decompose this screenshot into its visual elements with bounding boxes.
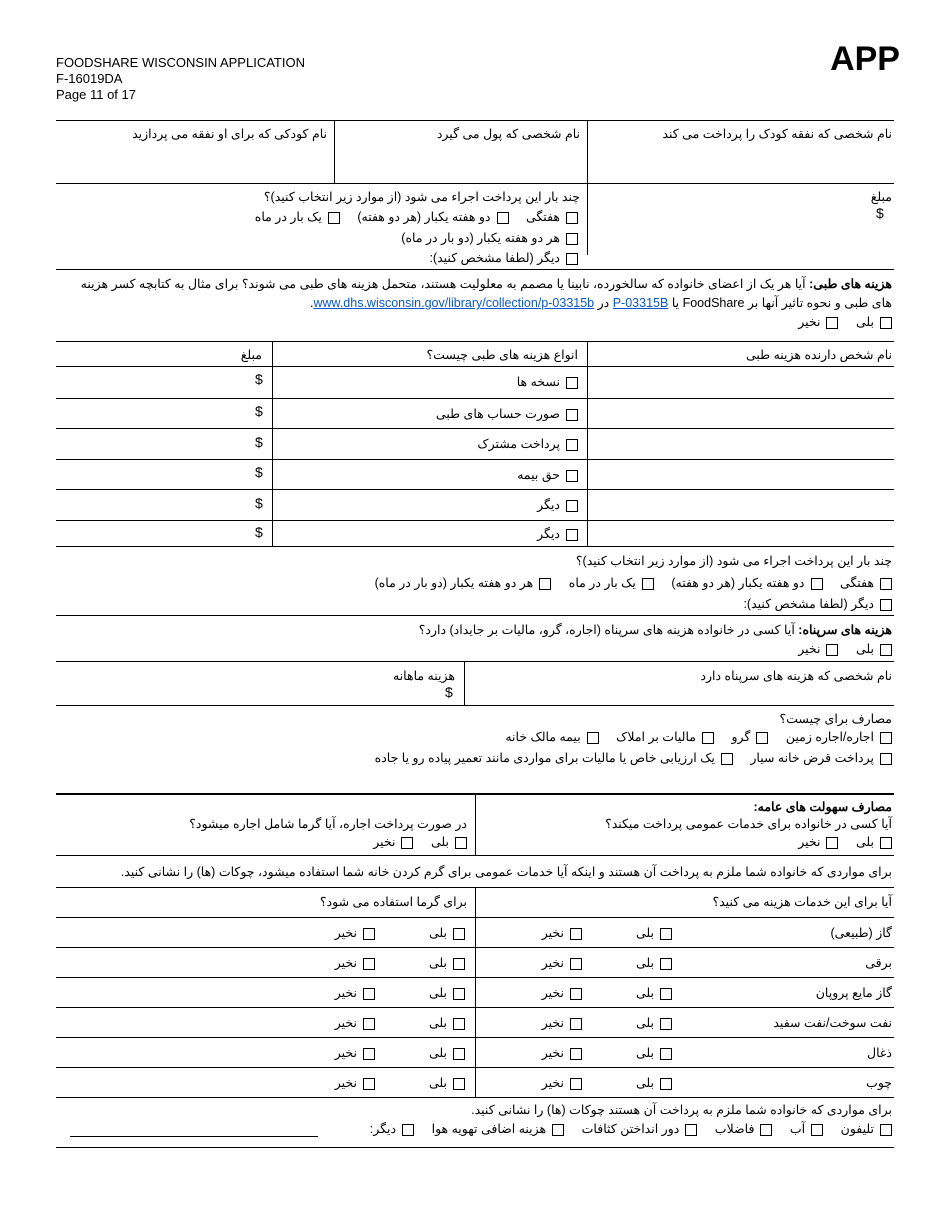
child-name-field[interactable] bbox=[56, 140, 333, 182]
medical-types-header: انواع هزینه های طبی چیست؟ bbox=[426, 348, 578, 362]
medical-type-row[interactable]: صورت حساب های طبی bbox=[436, 406, 578, 421]
pay-yes[interactable]: بلی bbox=[636, 955, 672, 970]
checkbox[interactable] bbox=[566, 439, 578, 451]
checkbox[interactable] bbox=[660, 1048, 672, 1060]
divider bbox=[56, 615, 894, 616]
checkbox[interactable] bbox=[363, 1018, 375, 1030]
divider bbox=[56, 459, 894, 460]
heat-no[interactable]: نخیر bbox=[335, 1015, 375, 1030]
pay-yes[interactable]: بلی bbox=[636, 1015, 672, 1030]
checkbox[interactable] bbox=[453, 1078, 465, 1090]
checkbox[interactable] bbox=[401, 837, 413, 849]
checkbox[interactable] bbox=[566, 253, 578, 265]
app-badge: APP bbox=[830, 40, 900, 78]
checkbox[interactable] bbox=[702, 732, 714, 744]
dollar-sign: $ bbox=[255, 403, 263, 419]
utility-name: نفت سوخت/نفت سفید bbox=[773, 1016, 892, 1030]
medical-type-row[interactable]: دیگر bbox=[537, 526, 578, 541]
shelter-question: هزینه های سرپناه: آیا کسی در خانواده هزینه های سرپناه (اجاره، گرو، مالیات بر جایداد) دارد؟ bbox=[418, 623, 892, 637]
utility-pay-options bbox=[542, 955, 672, 970]
checkbox[interactable] bbox=[455, 837, 467, 849]
checkbox[interactable] bbox=[685, 1124, 697, 1136]
divider bbox=[56, 977, 894, 978]
shelter-yes[interactable]: بلی bbox=[856, 641, 892, 656]
rent-heat-question: در صورت پرداخت اجاره، آیا گرما شامل اجاره میشود؟ bbox=[189, 817, 467, 831]
dollar-sign: $ bbox=[876, 205, 884, 221]
utility-pay-options bbox=[542, 1045, 672, 1060]
pay-no[interactable]: نخیر bbox=[542, 1075, 582, 1090]
utility-pay-options bbox=[542, 1015, 672, 1030]
checkbox[interactable] bbox=[566, 470, 578, 482]
checkbox[interactable] bbox=[660, 958, 672, 970]
option-other[interactable]: دیگر: bbox=[370, 1121, 414, 1136]
dollar-sign: $ bbox=[255, 371, 263, 387]
checkbox[interactable] bbox=[811, 578, 823, 590]
utilities-title: مصارف سهولت های عامه: bbox=[753, 800, 892, 814]
heat-yes[interactable]: بلی bbox=[429, 1075, 465, 1090]
option-phone[interactable]: تلیفون bbox=[841, 1121, 892, 1136]
checkbox[interactable] bbox=[826, 644, 838, 656]
checkbox[interactable] bbox=[570, 958, 582, 970]
checkbox[interactable] bbox=[880, 837, 892, 849]
monthly-cost-label: هزینه ماهانه bbox=[393, 669, 455, 683]
dollar-sign: $ bbox=[255, 524, 263, 540]
utility-pay-options bbox=[542, 1075, 672, 1090]
child-name-label: نام کودکی که برای او نفقه می پردازید bbox=[132, 127, 327, 141]
checkbox[interactable] bbox=[566, 377, 578, 389]
divider bbox=[56, 661, 894, 662]
divider bbox=[56, 1097, 894, 1098]
checkbox[interactable] bbox=[642, 578, 654, 590]
checkbox[interactable] bbox=[660, 1078, 672, 1090]
divider bbox=[56, 269, 894, 270]
checkbox[interactable] bbox=[566, 529, 578, 541]
medical-title: هزینه های طبی: bbox=[809, 277, 892, 291]
dhs-url-link[interactable]: www.dhs.wisconsin.gov/library/collection/p-03315b bbox=[313, 296, 595, 310]
heat-no[interactable]: نخیر bbox=[335, 955, 375, 970]
divider bbox=[56, 546, 894, 547]
checkbox[interactable] bbox=[453, 958, 465, 970]
shelter-no[interactable]: نخیر bbox=[798, 641, 838, 656]
pay-no[interactable]: نخیر bbox=[542, 985, 582, 1000]
pay-yes[interactable]: بلی bbox=[636, 1075, 672, 1090]
checkbox[interactable] bbox=[363, 988, 375, 1000]
option-mortgage[interactable]: گرو bbox=[731, 729, 768, 744]
checkbox[interactable] bbox=[552, 1124, 564, 1136]
checkbox[interactable] bbox=[721, 753, 733, 765]
utility-pay-options bbox=[542, 925, 672, 940]
checkbox[interactable] bbox=[660, 1018, 672, 1030]
checkbox[interactable] bbox=[570, 1018, 582, 1030]
shelter-options-row2 bbox=[361, 750, 892, 765]
checkbox[interactable] bbox=[566, 233, 578, 245]
shelter-person-field[interactable] bbox=[465, 684, 893, 704]
checkbox[interactable] bbox=[660, 988, 672, 1000]
form-number: F-16019DA bbox=[56, 71, 123, 86]
utilities-pay-yes[interactable]: بلی bbox=[856, 834, 892, 849]
checkbox[interactable] bbox=[756, 732, 768, 744]
medical-freq-row bbox=[361, 575, 892, 590]
option-special-assessment[interactable]: یک ارزیابی خاص یا مالیات برای مواردی مانند تعمیر پیاده رو یا جاده bbox=[375, 750, 733, 765]
utilities-instruction: برای مواردی که خانواده شما ملزم به پرداخت آن هستند و اینکه آیا خدمات عمومی برای گرم کردن خانه شما استفاده میشود، چوکات (ها) را نشانی کنید. bbox=[120, 865, 892, 879]
utility-name: گاز (طبیعی) bbox=[830, 926, 892, 940]
checkbox[interactable] bbox=[760, 1124, 772, 1136]
divider bbox=[56, 1037, 894, 1038]
checkbox[interactable] bbox=[880, 644, 892, 656]
rent-heat-yes[interactable]: بلی bbox=[431, 834, 467, 849]
divider bbox=[587, 341, 588, 546]
divider bbox=[56, 1147, 894, 1148]
option-trash[interactable]: دور انداختن کثافات bbox=[582, 1121, 698, 1136]
option-water[interactable]: آب bbox=[790, 1121, 823, 1136]
pay-yes[interactable]: بلی bbox=[636, 1045, 672, 1060]
medical-question-line1: هزینه های طبی: آیا هر یک از اعضای خانواده که سالخورده، نابینا یا مصمم به معلولیت هستند، متحمل هزینه های طبی می شوند؟ برای مثال به کتابچه کسر هزینه bbox=[80, 277, 892, 291]
frequency-question: چند بار این پرداخت اجراء می شود (از موارد زیر انتخاب کنید)؟ bbox=[263, 190, 580, 204]
option-other[interactable]: دیگر (لطفا مشخص کنید): bbox=[429, 250, 578, 265]
medical-person-header: نام شخص دارنده هزینه طبی bbox=[745, 348, 892, 362]
form-title: FOODSHARE WISCONSIN APPLICATION bbox=[56, 55, 305, 70]
option-homeowner-insurance[interactable]: بیمه مالک خانه bbox=[505, 729, 598, 744]
utility-name: چوب bbox=[866, 1076, 892, 1090]
page-number: Page 11 of 17 bbox=[56, 87, 136, 102]
divider bbox=[56, 428, 894, 429]
option-monthly[interactable]: یک بار در ماه bbox=[569, 575, 654, 590]
utilities-pay-header: آیا برای این خدمات هزینه می کنید؟ bbox=[712, 895, 892, 909]
other-utility-field[interactable] bbox=[70, 1136, 318, 1137]
divider bbox=[56, 917, 894, 918]
divider bbox=[272, 341, 273, 546]
utility-heat-options bbox=[335, 955, 465, 970]
checkbox[interactable] bbox=[328, 212, 340, 224]
utility-name: برقی bbox=[865, 956, 892, 970]
checkbox[interactable] bbox=[880, 753, 892, 765]
pay-no[interactable]: نخیر bbox=[542, 925, 582, 940]
checkbox[interactable] bbox=[453, 1048, 465, 1060]
checkbox[interactable] bbox=[363, 958, 375, 970]
medical-type-row[interactable]: نسخه ها bbox=[517, 374, 578, 389]
utilities-heat-header: برای گرما استفاده می شود؟ bbox=[319, 895, 467, 909]
divider bbox=[56, 183, 894, 184]
shelter-yes-no bbox=[784, 641, 892, 656]
divider bbox=[56, 489, 894, 490]
checkbox[interactable] bbox=[826, 837, 838, 849]
checkbox[interactable] bbox=[880, 578, 892, 590]
checkbox[interactable] bbox=[497, 212, 509, 224]
divider bbox=[475, 887, 476, 1097]
dollar-sign: $ bbox=[445, 684, 453, 700]
other-utilities-instruction: برای مواردی که خانواده شما ملزم به پرداخت آن هستند چوکات (ها) را نشانی کنید. bbox=[471, 1103, 892, 1117]
utilities-pay-question: آیا کسی در خانواده برای خدمات عمومی پرداخت میکند؟ bbox=[605, 817, 892, 831]
checkbox[interactable] bbox=[539, 578, 551, 590]
checkbox[interactable] bbox=[363, 1078, 375, 1090]
medical-yes-no bbox=[784, 314, 892, 329]
option-semimonthly[interactable]: هر دو هفته یکبار (دو بار در ماه) bbox=[375, 575, 552, 590]
shelter-for-what: مصارف برای چیست؟ bbox=[779, 712, 892, 726]
medical-yes[interactable]: بلی bbox=[856, 314, 892, 329]
divider bbox=[56, 520, 894, 521]
pay-no[interactable]: نخیر bbox=[542, 1045, 582, 1060]
utility-heat-options bbox=[335, 985, 465, 1000]
utility-heat-options bbox=[335, 925, 465, 940]
divider bbox=[56, 855, 894, 856]
heat-no[interactable]: نخیر bbox=[335, 925, 375, 940]
heat-yes[interactable]: بلی bbox=[429, 955, 465, 970]
checkbox[interactable] bbox=[566, 212, 578, 224]
dollar-sign: $ bbox=[255, 464, 263, 480]
heat-no[interactable]: نخیر bbox=[335, 1075, 375, 1090]
option-weekly[interactable]: هفتگی bbox=[526, 209, 578, 224]
payer-name-label: نام شخصی که نفقه کودک را پرداخت می کند bbox=[662, 127, 892, 141]
divider bbox=[56, 398, 894, 399]
option-weekly[interactable]: هفتگی bbox=[840, 575, 892, 590]
checkbox[interactable] bbox=[402, 1124, 414, 1136]
other-utilities-options bbox=[356, 1121, 892, 1136]
heat-yes[interactable]: بلی bbox=[429, 1045, 465, 1060]
checkbox[interactable] bbox=[880, 599, 892, 611]
divider bbox=[56, 947, 894, 948]
amount-label: مبلغ bbox=[870, 190, 892, 204]
utility-name: گاز مایع پروپان bbox=[815, 986, 892, 1000]
option-rent[interactable]: اجاره/اجاره زمین bbox=[786, 729, 892, 744]
form-header bbox=[56, 55, 305, 103]
heat-no[interactable]: نخیر bbox=[335, 1045, 375, 1060]
pay-yes[interactable]: بلی bbox=[636, 985, 672, 1000]
option-semimonthly[interactable]: هر دو هفته یکبار (دو بار در ماه) bbox=[401, 230, 578, 245]
utilities-pay-no[interactable]: نخیر bbox=[798, 834, 838, 849]
divider bbox=[475, 795, 476, 855]
receiver-name-label: نام شخصی که پول می گیرد bbox=[436, 127, 580, 141]
pay-no[interactable]: نخیر bbox=[542, 1015, 582, 1030]
option-mobile-home[interactable]: پرداخت قرض خانه سیار bbox=[750, 750, 892, 765]
freq-row-1 bbox=[241, 209, 578, 224]
heat-yes[interactable]: بلی bbox=[429, 925, 465, 940]
option-other[interactable]: دیگر (لطفا مشخص کنید): bbox=[743, 596, 892, 611]
checkbox[interactable] bbox=[453, 1018, 465, 1030]
divider bbox=[56, 341, 894, 342]
payer-name-field[interactable] bbox=[588, 140, 893, 182]
divider bbox=[56, 705, 894, 706]
rent-heat-yes-no bbox=[359, 834, 467, 849]
shelter-options-row1 bbox=[491, 729, 892, 744]
checkbox[interactable] bbox=[453, 928, 465, 940]
utilities-pay-yes-no bbox=[784, 834, 892, 849]
heat-yes[interactable]: بلی bbox=[429, 1015, 465, 1030]
checkbox[interactable] bbox=[880, 732, 892, 744]
checkbox[interactable] bbox=[880, 317, 892, 329]
shelter-person-label: نام شخصی که هزینه های سرپناه دارد bbox=[700, 669, 892, 683]
p03315b-link[interactable]: P-03315B bbox=[612, 296, 669, 310]
dollar-sign: $ bbox=[255, 495, 263, 511]
medical-frequency-question: چند بار این پرداخت اجراء می شود (از موارد زیر انتخاب کنید)؟ bbox=[575, 554, 892, 568]
divider bbox=[56, 366, 894, 367]
utility-pay-options bbox=[542, 985, 672, 1000]
utility-heat-options bbox=[335, 1015, 465, 1030]
medical-question-line2: های طبی و نحوه تاثیر آنها بر FoodShare یا P-03315B در www.dhs.wisconsin.gov/library/collection/p-03315b. bbox=[309, 296, 892, 310]
heat-no[interactable]: نخیر bbox=[335, 985, 375, 1000]
receiver-name-field[interactable] bbox=[335, 140, 586, 182]
shelter-title: هزینه های سرپناه: bbox=[798, 623, 892, 637]
medical-type-row[interactable]: دیگر bbox=[537, 497, 578, 512]
utility-heat-options bbox=[335, 1045, 465, 1060]
divider bbox=[56, 120, 894, 121]
checkbox[interactable] bbox=[570, 1048, 582, 1060]
divider bbox=[56, 1007, 894, 1008]
option-monthly[interactable]: یک بار در ماه bbox=[255, 209, 340, 224]
checkbox[interactable] bbox=[811, 1124, 823, 1136]
checkbox[interactable] bbox=[566, 409, 578, 421]
medical-type-row[interactable]: حق بیمه bbox=[517, 467, 578, 482]
option-sewer[interactable]: فاضلاب bbox=[715, 1121, 773, 1136]
checkbox[interactable] bbox=[363, 928, 375, 940]
utility-name: ذغال bbox=[867, 1046, 892, 1060]
divider bbox=[56, 1067, 894, 1068]
dollar-sign: $ bbox=[255, 434, 263, 450]
option-property-tax[interactable]: مالیات بر املاک bbox=[616, 729, 714, 744]
option-biweekly[interactable]: دو هفته یکبار (هر دو هفته) bbox=[671, 575, 822, 590]
checkbox[interactable] bbox=[453, 988, 465, 1000]
medical-no[interactable]: نخیر bbox=[798, 314, 838, 329]
checkbox[interactable] bbox=[660, 928, 672, 940]
utility-heat-options bbox=[335, 1075, 465, 1090]
checkbox[interactable] bbox=[826, 317, 838, 329]
option-ac-fee[interactable]: هزینه اضافی تهویه هوا bbox=[432, 1121, 565, 1136]
pay-yes[interactable]: بلی bbox=[636, 925, 672, 940]
checkbox[interactable] bbox=[363, 1048, 375, 1060]
pay-no[interactable]: نخیر bbox=[542, 955, 582, 970]
medical-type-row[interactable]: پرداخت مشترک bbox=[477, 436, 578, 451]
heat-yes[interactable]: بلی bbox=[429, 985, 465, 1000]
checkbox[interactable] bbox=[570, 988, 582, 1000]
checkbox[interactable] bbox=[570, 1078, 582, 1090]
checkbox[interactable] bbox=[566, 500, 578, 512]
medical-amount-header: مبلغ bbox=[240, 348, 262, 362]
checkbox[interactable] bbox=[880, 1124, 892, 1136]
checkbox[interactable] bbox=[570, 928, 582, 940]
option-biweekly[interactable]: دو هفته یکبار (هر دو هفته) bbox=[357, 209, 508, 224]
checkbox[interactable] bbox=[587, 732, 599, 744]
rent-heat-no[interactable]: نخیر bbox=[373, 834, 413, 849]
